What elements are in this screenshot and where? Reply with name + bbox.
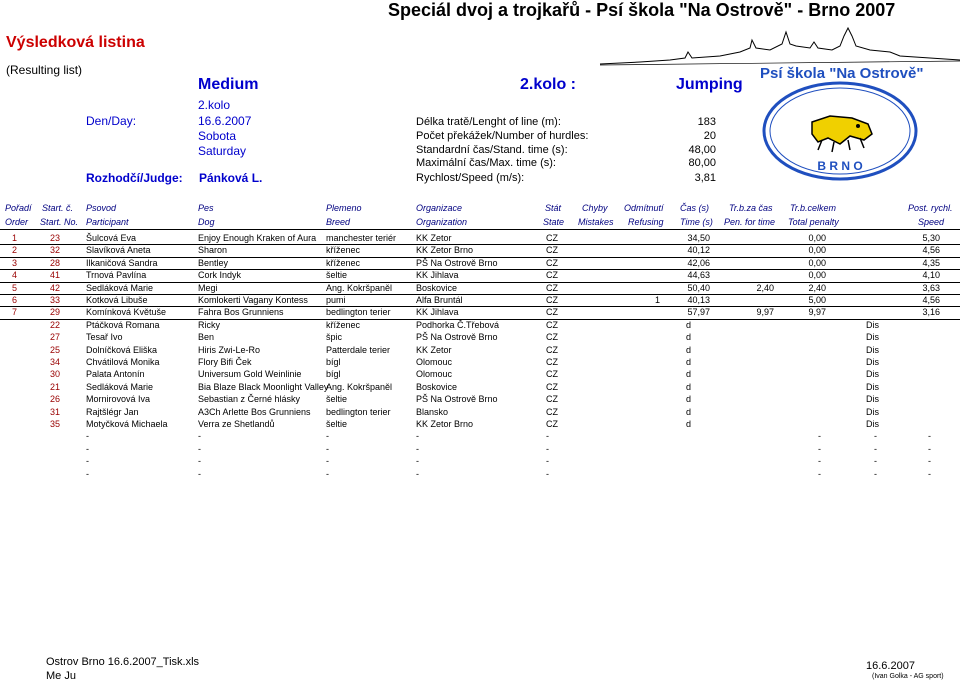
col-breed-en: Breed <box>326 217 351 227</box>
cell-penalty-time: - <box>818 443 821 454</box>
cell-state: CZ <box>546 245 558 256</box>
cell-order: 1 <box>12 233 18 243</box>
cell-order: 7 <box>12 307 18 318</box>
cell-time: 50,40 <box>687 282 710 293</box>
cell-total-penalty: Dis <box>866 344 879 355</box>
cell-time: d <box>686 394 692 405</box>
cell-order: 6 <box>12 295 18 305</box>
cell-dog: Ricky <box>198 319 220 330</box>
cell-organization: PŠ Na Ostrově Brno <box>416 332 498 343</box>
cell-participant: Tesař Ivo <box>86 332 123 343</box>
cell-state: CZ <box>546 419 558 429</box>
cell-speed: 4,56 <box>922 295 940 305</box>
cell-state: - <box>546 468 549 479</box>
col-total-penalty-en: Total penalty <box>788 217 839 227</box>
col-start-en: Start. No. <box>40 217 79 227</box>
day-label: Den/Day: <box>86 114 137 128</box>
cell-breed: šeltie <box>326 394 348 405</box>
cell-state: CZ <box>546 369 558 380</box>
cell-total-penalty: Dis <box>866 319 879 330</box>
cell-state: - <box>546 456 549 467</box>
cell-total-penalty: 0,00 <box>808 270 826 281</box>
cell-time: d <box>686 381 692 392</box>
cell-total-penalty: - <box>874 456 877 467</box>
col-speed-en: Speed <box>918 217 945 227</box>
day-en: Saturday <box>198 144 247 158</box>
cell-dog: Cork Indyk <box>198 270 242 281</box>
cell-start-no: 21 <box>49 381 60 392</box>
cell-total-penalty: 0,00 <box>808 245 826 256</box>
cell-organization: Alfa Bruntál <box>416 295 463 305</box>
cell-organization: PŠ Na Ostrově Brno <box>416 394 498 405</box>
cell-dog: Sebastian z Černé hlásky <box>198 394 301 405</box>
col-organization-cz: Organizace <box>416 203 463 213</box>
page-title: Speciál dvoj a trojkařů - Psí škola "Na Ostrově" - Brno 2007 <box>388 0 896 20</box>
cell-dog: Sharon <box>198 245 228 256</box>
cell-organization: Blansko <box>416 406 449 417</box>
logo-text-top: Psí škola "Na Ostrově" <box>760 65 924 82</box>
cell-organization: - <box>416 468 419 479</box>
cell-state: CZ <box>546 344 558 355</box>
cell-time: d <box>686 369 692 380</box>
cell-time: 42,06 <box>687 257 710 268</box>
cell-organization: KK Zetor <box>416 344 452 355</box>
cell-total-penalty: 2,40 <box>808 282 826 293</box>
cell-order: 2 <box>12 245 18 256</box>
col-start-cz: Start. č. <box>42 203 74 213</box>
cell-refusing: 1 <box>654 295 660 305</box>
cell-speed: 4,10 <box>922 270 940 281</box>
judge-name: Pánková L. <box>199 171 263 185</box>
col-penalty-time-cz: Tr.b.za čas <box>729 203 773 213</box>
cell-participant: Komínková Květuše <box>86 307 167 318</box>
cell-total-penalty: Dis <box>866 369 879 380</box>
cell-speed: 4,35 <box>922 257 940 268</box>
col-dog-en: Dog <box>198 217 215 227</box>
cell-penalty-time: - <box>818 431 821 442</box>
cell-time: d <box>686 344 692 355</box>
cell-organization: KK Jihlava <box>416 270 459 281</box>
cell-penalty-time: 9,97 <box>756 307 774 318</box>
cell-dog: - <box>198 468 201 479</box>
cell-participant: Slavíková Aneta <box>86 245 151 256</box>
cell-participant: Dolníčková Eliška <box>86 344 158 355</box>
cell-dog: Ben <box>198 332 215 343</box>
cell-organization: Boskovice <box>416 282 458 293</box>
col-penalty-time-en: Pen. for time <box>724 217 776 227</box>
cell-penalty-time: - <box>818 468 821 479</box>
standard-time-value: 48,00 <box>688 144 716 156</box>
cell-dog: Fahra Bos Grunniens <box>198 307 284 318</box>
cell-organization: Boskovice <box>416 381 458 392</box>
cell-start-no: 27 <box>49 332 60 343</box>
cell-state: CZ <box>546 406 558 417</box>
cell-dog: A3Ch Arlette Bos Grunniens <box>198 406 311 417</box>
cell-total-penalty: 9,97 <box>808 307 826 318</box>
cell-time: d <box>686 332 692 343</box>
cell-breed: manchester teriér <box>326 233 397 243</box>
cell-participant: - <box>86 468 89 479</box>
col-participant-cz: Psovod <box>86 203 117 213</box>
cell-breed: kříženec <box>326 245 361 256</box>
judge-label: Rozhodčí/Judge: <box>86 171 183 185</box>
cell-breed: - <box>326 456 329 467</box>
cell-total-penalty: Dis <box>866 332 879 343</box>
cell-speed: - <box>928 443 931 454</box>
col-mistakes-cz: Chyby <box>582 203 608 213</box>
col-dog-cz: Pes <box>198 203 214 213</box>
cell-dog: Bia Blaze Black Moonlight Valley <box>198 381 329 392</box>
cell-breed: kříženec <box>326 257 361 268</box>
cell-breed: Patterdale terier <box>326 344 391 355</box>
cell-start-no: 29 <box>49 307 60 318</box>
cell-breed: kříženec <box>326 319 361 330</box>
col-state-en: State <box>543 217 565 227</box>
cell-state: CZ <box>546 394 558 405</box>
cell-breed: bedlington terier <box>326 307 391 318</box>
cell-dog: Flory Bifi Ček <box>198 357 252 367</box>
cell-total-penalty: - <box>874 443 877 454</box>
speed-label: Rychlost/Speed (m/s): <box>416 172 525 184</box>
club-logo-icon <box>760 65 924 184</box>
cell-speed: 4,56 <box>922 245 940 256</box>
cell-organization: KK Zetor Brno <box>416 245 474 256</box>
header-divider <box>0 229 960 230</box>
cell-organization: Olomouc <box>416 357 453 367</box>
cell-start-no: 32 <box>49 245 60 256</box>
discipline: Jumping <box>676 76 743 93</box>
cell-participant: Rajtšlégr Jan <box>86 406 139 417</box>
cell-state: CZ <box>546 319 558 330</box>
result-list-title: Výsledková listina <box>6 34 145 51</box>
cell-breed: - <box>326 443 329 454</box>
cell-organization: - <box>416 443 419 454</box>
cell-organization: KK Zetor Brno <box>416 419 474 429</box>
cell-total-penalty: 0,00 <box>808 233 826 243</box>
col-order-cz: Pořadí <box>5 203 32 213</box>
cell-dog: Enjoy Enough Kraken of Aura <box>198 233 317 243</box>
cell-speed: - <box>928 456 931 467</box>
hurdles-value: 20 <box>703 130 716 142</box>
cell-total-penalty: 0,00 <box>808 257 826 268</box>
cell-order: 4 <box>12 270 18 281</box>
cell-time: d <box>686 319 692 330</box>
cell-organization: KK Zetor <box>416 233 452 243</box>
cell-state: CZ <box>546 295 558 305</box>
max-time-label: Maximální čas/Max. time (s): <box>416 157 556 169</box>
cell-organization: KK Jihlava <box>416 307 459 318</box>
footer-file: Ostrov Brno 16.6.2007_Tisk.xls <box>46 656 200 668</box>
cell-organization: - <box>416 456 419 467</box>
round: 2.kolo <box>198 98 231 112</box>
cell-speed: 3,16 <box>922 307 940 318</box>
cell-start-no: 25 <box>49 344 60 355</box>
col-participant-en: Participant <box>86 217 129 227</box>
hurdles-label: Počet překážek/Number of hurdles: <box>416 130 589 142</box>
cell-breed: bígl <box>326 369 341 380</box>
cell-order: 3 <box>12 257 18 268</box>
cell-state: - <box>546 431 549 442</box>
col-total-penalty-cz: Tr.b.celkem <box>790 203 837 213</box>
round-label: 2.kolo : <box>520 76 577 93</box>
course-length-label: Délka tratě/Lenght of line (m): <box>416 116 561 128</box>
cell-start-no: 34 <box>49 357 60 367</box>
cell-time: 34,50 <box>687 233 710 243</box>
cell-state: CZ <box>546 270 558 281</box>
cell-start-no: 31 <box>49 406 60 417</box>
cell-breed: špic <box>326 332 343 343</box>
standard-time-label: Standardní čas/Stand. time (s): <box>416 144 568 156</box>
result-list-subtitle: (Resulting list) <box>6 63 83 77</box>
cell-organization: PŠ Na Ostrově Brno <box>416 257 498 268</box>
cell-organization: Podhorka Č.Třebová <box>416 319 500 330</box>
cell-participant: - <box>86 456 89 467</box>
col-state-cz: Stát <box>545 203 562 213</box>
cell-total-penalty: Dis <box>866 406 879 417</box>
cell-start-no: 23 <box>49 233 60 243</box>
cell-participant: Kotková Libuše <box>86 295 148 305</box>
cell-start-no: 33 <box>49 295 60 305</box>
cell-state: CZ <box>546 257 558 268</box>
cell-breed: Ang. Kokršpaněl <box>326 381 393 392</box>
course-length-value: 183 <box>697 116 716 128</box>
cell-time: 40,13 <box>687 295 710 305</box>
cell-dog: Universum Gold Weinlinie <box>198 369 302 380</box>
cell-start-no: 42 <box>49 282 60 293</box>
cell-participant: Motyčková Michaela <box>86 419 168 429</box>
cell-start-no: 30 <box>49 369 60 380</box>
cell-dog: Verra ze Shetlandů <box>198 419 275 429</box>
col-refusing-cz: Odmítnutí <box>624 203 664 213</box>
cell-state: CZ <box>546 282 558 293</box>
cell-breed: bígl <box>326 357 341 367</box>
cell-time: 44,63 <box>687 270 710 281</box>
cell-participant: Mornirovová Iva <box>86 394 151 405</box>
cell-time: 40,12 <box>687 245 710 256</box>
cell-speed: 5,30 <box>922 233 940 243</box>
col-breed-cz: Plemeno <box>326 203 362 213</box>
col-mistakes-en: Mistakes <box>578 217 614 227</box>
cell-start-no: 26 <box>49 394 60 405</box>
cell-total-penalty: Dis <box>866 357 879 367</box>
cell-start-no: 22 <box>49 319 60 330</box>
cell-dog: Komlokerti Vagany Kontess <box>198 295 308 305</box>
cell-dog: - <box>198 443 201 454</box>
cell-total-penalty: Dis <box>866 419 879 429</box>
cell-participant: - <box>86 431 89 442</box>
col-speed-cz: Post. rychl. <box>908 203 953 213</box>
col-organization-en: Organization <box>416 217 468 227</box>
cell-dog: - <box>198 456 201 467</box>
cell-time: d <box>686 419 692 429</box>
day-cz: Sobota <box>198 129 237 143</box>
cell-participant: Sedláková Marie <box>86 381 154 392</box>
cell-state: CZ <box>546 357 558 367</box>
cell-participant: Ilkaničová Sandra <box>86 257 158 268</box>
cell-state: CZ <box>546 307 558 318</box>
cell-time: d <box>686 406 692 417</box>
cell-total-penalty: Dis <box>866 394 879 405</box>
col-order-en: Order <box>5 217 29 227</box>
cell-breed: šeltie <box>326 419 348 429</box>
cell-speed: 3,63 <box>922 282 940 293</box>
col-time-cz: Čas (s) <box>680 203 709 213</box>
event-date: 16.6.2007 <box>198 114 252 128</box>
cell-state: CZ <box>546 332 558 343</box>
cell-breed: Ang. Kokršpaněl <box>326 282 393 293</box>
cell-dog: Hiris Zwi-Le-Ro <box>198 344 261 355</box>
footer-date: 16.6.2007 <box>866 660 915 672</box>
cell-breed: - <box>326 468 329 479</box>
cell-participant: Sedláková Marie <box>86 282 154 293</box>
cell-breed: šeltie <box>326 270 348 281</box>
footer-author: Me Ju <box>46 670 76 682</box>
cell-time: 57,97 <box>687 307 710 318</box>
cell-start-no: 35 <box>49 419 60 429</box>
cell-speed: - <box>928 431 931 442</box>
col-refusing-en: Refusing <box>628 217 664 227</box>
city-skyline-icon <box>600 22 960 68</box>
cell-penalty-time: - <box>818 456 821 467</box>
cell-total-penalty: - <box>874 468 877 479</box>
cell-dog: - <box>198 431 201 442</box>
cell-dog: Bentley <box>198 257 229 268</box>
cell-participant: Ptáčková Romana <box>86 319 160 330</box>
cell-breed: pumi <box>326 295 346 305</box>
col-time-en: Time (s) <box>680 217 713 227</box>
logo-text-bottom: B R N O <box>817 159 863 173</box>
cell-participant: Palata Antonín <box>86 369 145 380</box>
cell-start-no: 28 <box>49 257 60 268</box>
cell-participant: Šulcová Eva <box>86 233 137 243</box>
cell-order: 5 <box>12 282 18 293</box>
cell-time: d <box>686 357 692 367</box>
cell-participant: - <box>86 443 89 454</box>
cell-total-penalty: 5,00 <box>808 295 826 305</box>
cell-organization: Olomouc <box>416 369 453 380</box>
max-time-value: 80,00 <box>688 157 716 169</box>
cell-speed: - <box>928 468 931 479</box>
cell-organization: - <box>416 431 419 442</box>
cell-state: CZ <box>546 381 558 392</box>
cell-start-no: 41 <box>49 270 60 281</box>
cell-total-penalty: - <box>874 431 877 442</box>
cell-participant: Trnová Pavlína <box>86 270 147 281</box>
cell-breed: - <box>326 431 329 442</box>
cell-dog: Megi <box>198 282 218 293</box>
cell-state: CZ <box>546 233 558 243</box>
cell-total-penalty: Dis <box>866 381 879 392</box>
cell-state: - <box>546 443 549 454</box>
cell-penalty-time: 2,40 <box>756 282 774 293</box>
cell-breed: bedlington terier <box>326 406 391 417</box>
footer-credit: (Ivan Golka - AG sport) <box>872 673 944 680</box>
category: Medium <box>198 76 259 93</box>
speed-value: 3,81 <box>694 172 716 184</box>
cell-participant: Chvátilová Monika <box>86 357 160 367</box>
